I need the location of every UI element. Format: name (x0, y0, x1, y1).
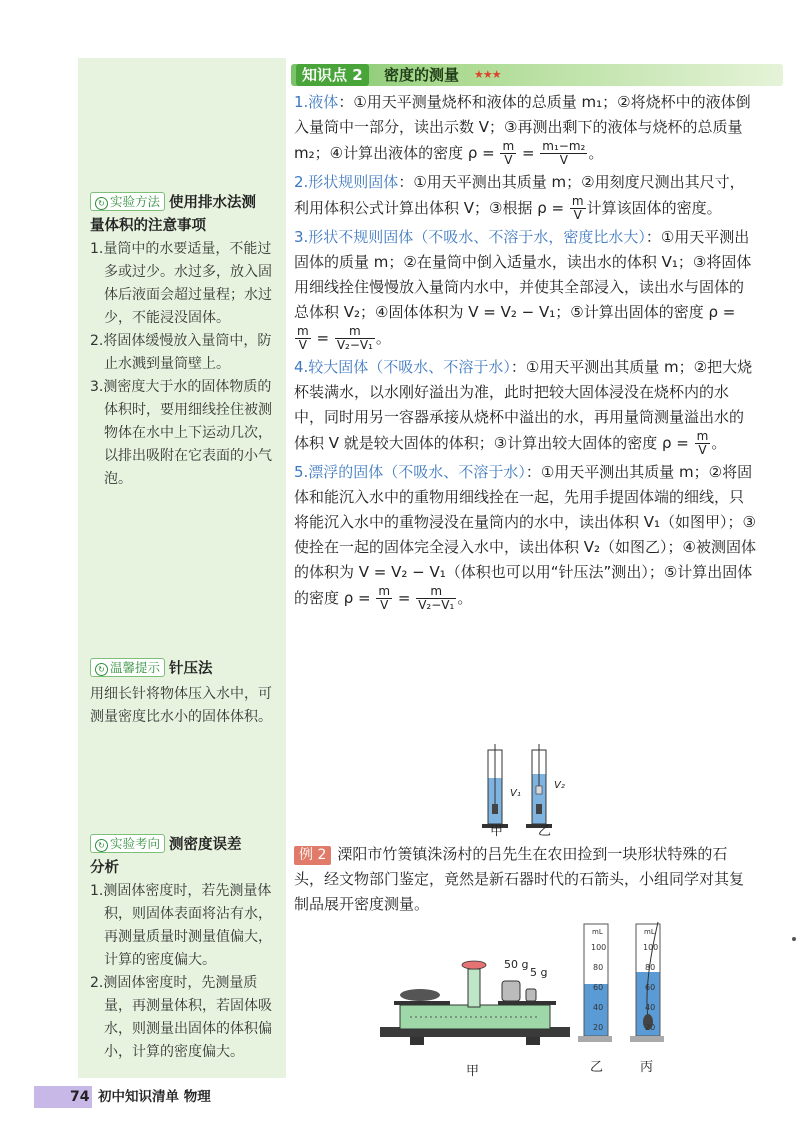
item-heading: 4.较大固体（不吸水、不溶于水） (294, 358, 511, 376)
main-content (294, 90, 756, 615)
svg-text:60: 60 (593, 983, 604, 992)
exam-title: 测密度误差 (169, 837, 242, 853)
svg-text:80: 80 (645, 963, 656, 972)
sidebar-tip-block (90, 658, 282, 729)
method-tag: ↻ 实验方法 (90, 192, 165, 211)
svg-text:40: 40 (645, 1003, 656, 1012)
fraction: $\frac{\text{m₁−m₂}}{V}$ (542, 139, 586, 167)
stone-arrowhead (400, 989, 440, 1001)
fraction: $\frac{m}{V}$ (297, 324, 309, 352)
method-title: 使用排水法测 (169, 195, 257, 211)
figure-caption-b: 乙 (538, 824, 552, 839)
item-heading: 3.形状不规则固体（不吸水、不溶于水，密度比水大） (294, 228, 646, 246)
paragraph-liquid: 1.液体：①用天平测量烧杯和液体的总质量 m₁；②将烧杯中的液体倒入量筒中一部分，读出示数 V；③再测出剩下的液体与烧杯的总质量 m₂；④计算出液体的密度 ρ = $\frac{m}{V}$ = $\frac{\text{m₁−m₂}}{V}$ 。 (294, 93, 751, 167)
weight-5g-label: 5 g (530, 966, 548, 979)
figure-caption-b2: 乙 (590, 1060, 604, 1075)
item-heading: 2.形状规则固体 (294, 173, 399, 191)
sidebar-exam-block (90, 834, 282, 1064)
weight-5g (526, 989, 536, 1001)
example-paragraph: 例 2 溧阳市竹箦镇洙汤村的吕先生在农田捡到一块形状特殊的石头，经文物部门鉴定，竟然是新石器时代的石箭头，小组同学对其复制品展开密度测量。 (294, 845, 745, 913)
cylinder-figure-1 (470, 744, 590, 840)
item-heading: 1.液体 (294, 93, 339, 111)
svg-text:40: 40 (593, 1003, 604, 1012)
paragraph-floating-solid: 5.漂浮的固体（不吸水、不溶于水）：①用天平测出其质量 m；②将固体和能沉入水中的重物用细线拴在一起，先用手提固体端的细线，只将能沉入水中的重物浸没在量筒内的水中，读出体积 V₁（如图甲）；③使拴在一起的固体完全浸入水中，读出体积 V₂（如图乙）；④被测固体的体积为 V = V₂ − V₁（体积也可以用“针压法”测出）；⑤计算出固体的密度 ρ = $\frac{m}{V}$ = $\frac{m}{\text{V₂−V₁}}$ 。 (294, 463, 756, 612)
exam-tag: ↻ 实验考向 (90, 834, 165, 853)
example-block (294, 842, 756, 920)
figure-caption-c: 丙 (640, 1060, 654, 1075)
tip-text: 用细长针将物体压入水中，可测量密度比水小的固体体积。 (90, 686, 272, 725)
tip-icon: ↻ (95, 839, 108, 852)
tip-title: 针压法 (169, 661, 213, 677)
page-number: 74 (70, 1089, 90, 1105)
difficulty-stars: ★★★ (474, 68, 501, 81)
fraction: $\frac{m}{V}$ (502, 139, 515, 167)
measuring-cylinder-c (630, 918, 664, 1046)
figure-caption-a: 甲 (490, 824, 504, 839)
svg-text:100: 100 (643, 943, 659, 952)
svg-text:20: 20 (593, 1023, 604, 1032)
svg-text:mL: mL (644, 928, 655, 936)
tip-icon: ↻ (95, 663, 108, 676)
svg-text:100: 100 (591, 943, 607, 952)
fraction: $\frac{m}{\text{V₂−V₁}}$ (336, 324, 373, 352)
knowledge-point-badge: 知识点 2 (296, 64, 369, 86)
cylinder-b (526, 744, 552, 828)
method-title-line2: 量体积的注意事项 (90, 218, 206, 234)
paragraph-irregular-solid: 3.形状不规则固体（不吸水、不溶于水，密度比水大）：①用天平测出固体的质量 m；②在量筒中倒入适量水，读出水的体积 V₁；③将固体用细线拴住慢慢放入量筒内水中，并使其全部浸入，读出水与固体的总体积 V₂；④固体体积为 V = V₂ − V₁；⑤计算出固体的密度 ρ = $\frac{m}{V}$ = $\frac{m}{\text{V₂−V₁}}$ 。 (294, 228, 752, 352)
svg-text:20: 20 (645, 1023, 656, 1032)
tip-tag: ↻ 温馨提示 (90, 658, 165, 677)
fraction: $\frac{m}{V}$ (696, 429, 709, 457)
paragraph-regular-solid: 2.形状规则固体：①用天平测出其质量 m；②用刻度尺测出其尺寸，利用体积公式计算出体积 V；③根据 ρ = $\frac{m}{V}$ 计算该固体的密度。 (294, 173, 745, 222)
footer-title: 初中知识清单 物理 (98, 1089, 211, 1105)
measuring-cylinder-b (578, 922, 612, 1046)
page-mark (792, 937, 796, 941)
list-item: 2.测固体密度时，先测量质量，再测量体积，若固体吸水，则测量出固体的体积偏小，计算的密度偏大。 (90, 975, 272, 1060)
tip-icon: ↻ (95, 197, 108, 210)
figure-caption-balance: 甲 (466, 1064, 480, 1079)
section-title: 密度的测量 (384, 66, 460, 84)
list-item: 2.将固体缓慢放入量筒中，防止水溅到量筒壁上。 (90, 333, 272, 372)
fraction: $\frac{m}{V}$ (571, 194, 584, 222)
v2-label: V₂ (554, 780, 565, 791)
weight-50g (502, 981, 520, 1001)
paragraph-large-solid: 4.较大固体（不吸水、不溶于水）：①用天平测出其质量 m；②把大烧杯装满水，以水刚好溢出为准，此时把较大固体浸没在烧杯内的水中，同时用另一容器承接从烧杯中溢出的水，再用量筒测量溢出水的体积 V 就是较大固体的体积；③计算出较大固体的密度 ρ = $\frac{m}{V}$ 。 (294, 358, 753, 457)
list-item: 1.量筒中的水要适量，不能过多或过少。水过多，放入固体后液面会超过量程；水过少，不能浸没固体。 (90, 241, 272, 326)
svg-text:60: 60 (645, 983, 656, 992)
weight-50g-label: 50 g (504, 958, 529, 971)
list-item: 1.测固体密度时，若先测量体积，则固体表面将沾有水，再测量质量时测量值偏大，计算的密度偏大。 (90, 883, 272, 968)
svg-text:80: 80 (593, 963, 604, 972)
sidebar-method-block (90, 192, 282, 491)
cylinder-a (482, 744, 508, 828)
exam-title-line2: 分析 (90, 860, 119, 876)
item-heading: 5.漂浮的固体（不吸水、不溶于水） (294, 463, 526, 481)
fraction: $\frac{m}{V}$ (378, 584, 391, 612)
svg-text:mL: mL (592, 928, 603, 936)
fraction: $\frac{m}{\text{V₂−V₁}}$ (418, 584, 455, 612)
example-badge: 例 2 (294, 846, 331, 865)
list-item: 3.测密度大于水的固体物质的体积时，要用细线拴住被测物体在水中上下运动几次，以排出吸附在它表面的小气泡。 (90, 379, 272, 487)
v1-label: V₁ (510, 788, 521, 799)
